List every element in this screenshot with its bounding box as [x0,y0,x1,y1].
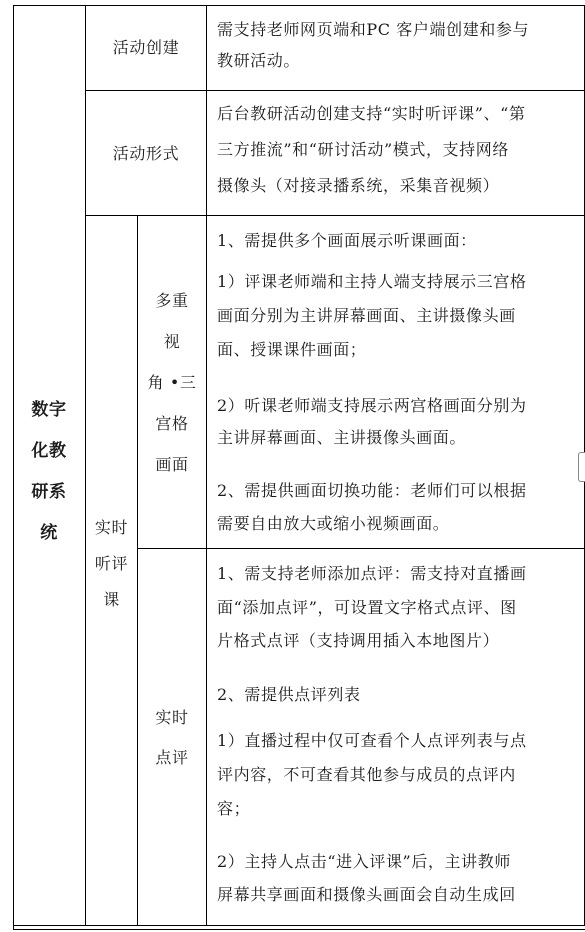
row-divider-3 [137,548,585,549]
col-divider-1 [85,5,86,925]
content-line: 片格式点评（支持调用插入本地图片） [217,631,500,650]
content-line: 2）主持人点击“进入评课”后，主讲教师 [217,852,511,871]
subrow-label-line: 宫格 [155,414,189,433]
content-line: 1、需支持老师添加点评：需支持对直播画 [217,564,527,583]
subrow-label-line: 画面 [155,455,189,474]
row-divider-2 [85,215,585,216]
system-label-line: 化教 [31,441,67,461]
system-label-line: 统 [40,523,58,543]
subrow-label-live-comment [138,708,206,788]
row-label-activity-form: 活动形式 [112,144,180,163]
group-label-live-review [86,518,137,626]
content-line: 2、需提供画面切换功能：老师们可以根据 [217,481,527,500]
group-label-line: 实时 [94,518,129,537]
row-content-activity-form [217,104,526,212]
table-border-top [13,5,585,6]
content-line: 评内容，不可查看其他参与成员的点评内 [217,765,516,784]
content-line: 容； [217,799,251,818]
row-divider-1 [85,90,585,91]
subrow-label-line: 点评 [155,748,189,767]
content-line: 1、需提供多个画面展示听课画面： [217,231,477,250]
content-line: 面、授课课件画面； [217,340,367,359]
col-divider-3 [206,5,207,925]
row-label-activity-create: 活动创建 [112,38,180,57]
content-line: 2）听课老师端支持展示两宫格画面分别为 [217,396,527,415]
content-line: 1）直播过程中仅可查看个人点评列表与点 [217,731,527,750]
table-border-bottom [13,925,585,926]
content-line: 后台教研活动创建支持“实时听评课”、“第 [217,104,526,123]
group-label-line: 课 [103,590,120,609]
scroll-handle[interactable] [578,452,585,482]
row-content-activity-create [217,20,529,82]
system-label-line: 数字 [31,400,67,420]
subrow-label-multi-view [138,291,206,496]
content-line: 屏幕共享画面和摄像头画面会自动生成回 [217,885,516,904]
subrow-label-line: 多重 [155,291,189,310]
content-line: 三方推流”和“研讨活动”模式，支持网络 [217,140,509,159]
content-line: 面“添加点评”，可设置文字格式点评、图 [217,598,517,617]
content-line: 2、需提供点评列表 [217,685,361,704]
system-label [13,390,85,554]
subrow-label-line: 实时 [155,708,189,727]
subrow-label-line: 角 •三 [147,373,197,392]
content-line: 摄像头（对接录播系统，采集音视频） [217,176,500,195]
subrow-label-line: 视 [163,332,181,351]
system-label-line: 研系 [31,482,67,502]
content-line: 需支持老师网页端和PC 客户端创建和参与 [217,20,530,39]
group-label-line: 听评 [94,554,129,573]
content-line: 主讲屏幕画面、主讲摄像头画面。 [217,428,467,447]
content-line: 教研活动。 [217,51,301,70]
content-line: 1）评课老师端和主持人端支持展示三宫格 [217,272,527,291]
content-line: 需要自由放大或缩小视频画面。 [217,514,450,533]
content-line: 画面分别为主讲屏幕画面、主讲摄像头画 [217,306,516,325]
table-border-bottom-inner [13,929,585,930]
